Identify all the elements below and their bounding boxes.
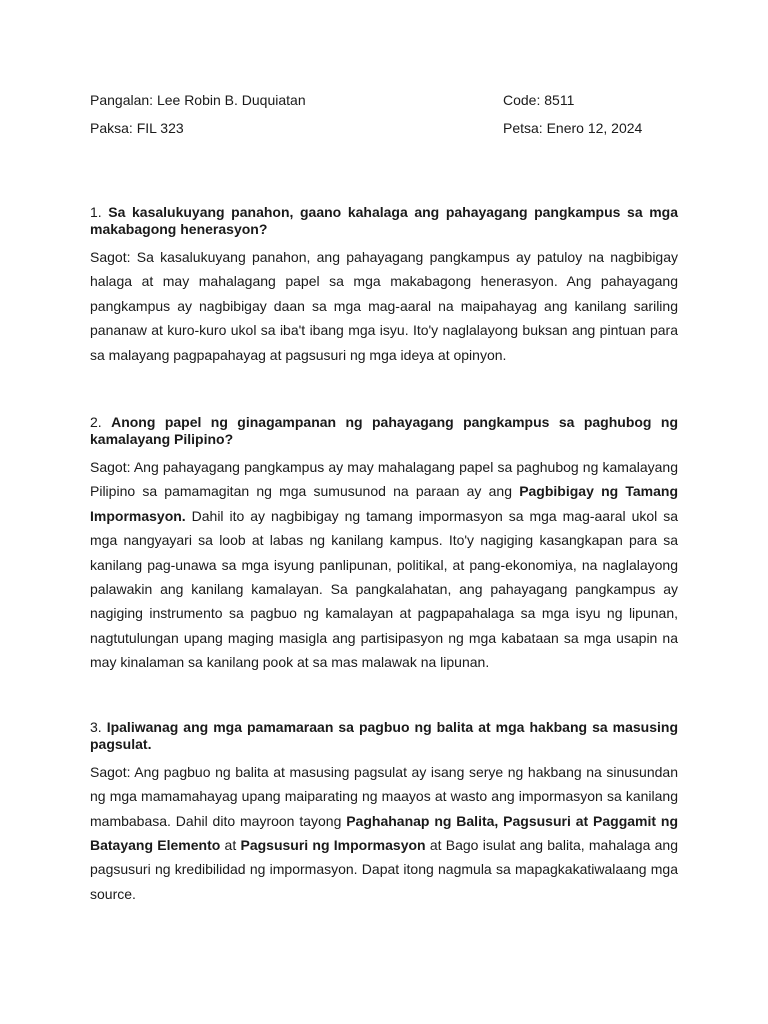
questions-section <box>90 204 678 906</box>
answer-2-part-2: Dahil ito ay nagbibigay ng tamang impormasyon sa mga mag-aaral ukol sa mga nangyayari sa loob at labas ng kanilang kampus. Ito'y nagiging kasangkapan para sa kanilang pag-unawa sa mga isyung panlipunan, politikal, at pang-ekonomiya, na naglalayong palawakin ang kanilang kamalayan. Sa pangkalahatan, ang pahayagang pangkampus ay nagiging instrumento sa pagbuo ng kamalayan at pagpapahalaga sa mga isyu ng lipunan, nagtutulungan upang maging masigla ang partisipasyon ng mga kabataan sa mga usapin na may kinalaman sa kanilang pook at sa mas malawak na lipunan. <box>90 507 678 671</box>
answer-2 <box>90 455 678 675</box>
question-1 <box>90 204 678 367</box>
answer-3-part-3: at Bago isulat ang balita, mahalaga ang pagsusuri ng kredibilidad ng impormasyon. Dapat itong nagmula sa mapagkakatiwalaang mga source. <box>90 836 678 902</box>
answer-3-part-1: Sagot: Ang pagbuo ng balita at masusing pagsulat ay isang serye ng hakbang na sinusundan ng mga mamamahayag upang maiparating ng maayos at wasto ang impormasyon sa kanilang mambabasa. Dahil dito mayroon tayong <box>90 763 678 829</box>
student-name: Pangalan: Lee Robin B. Duquiatan <box>90 92 306 108</box>
question-2-heading <box>90 414 678 448</box>
answer-1: Sagot: Sa kasalukuyang panahon, ang pahayagang pangkampus ay patuloy na nagbibigay halaga at may mahalagang papel sa mga makabagong henerasyon. Ang pahayagang pangkampus ay nagbibigay daan sa mga mag-aaral na maipahayag ang kanilang sariling pananaw at kuro-kuro ukol sa iba't ibang mga isyu. Ito'y naglalayong buksan ang pintuan para sa malayang pagpapahayag at pagsusuri ng mga ideya at opinyon. <box>90 249 678 363</box>
question-2-text: Anong papel ng ginagampanan ng pahayagang pangkampus sa paghubog ng kamalayang Pilipino? <box>90 414 678 448</box>
answer-3 <box>90 760 678 906</box>
code: Code: 8511 <box>503 92 575 108</box>
question-1-number: 1. <box>90 204 109 220</box>
question-1-text: Sa kasalukuyang panahon, gaano kahalaga ang pahayagang pangkampus sa mga makabagong henerasyon? <box>90 204 678 237</box>
question-2-number: 2. <box>90 414 112 431</box>
answer-3-part-2: at <box>220 836 241 853</box>
question-1-heading <box>90 204 678 238</box>
question-3-number: 3. <box>90 718 107 735</box>
question-3 <box>90 719 678 906</box>
date: Petsa: Enero 12, 2024 <box>503 120 643 136</box>
answer-3-bold-1: Paghahanap ng Balita, Pagsusuri at Paggamit ng Batayang Elemento <box>90 812 678 853</box>
answer-2-part-1: Sagot: Ang pahayagang pangkampus ay may mahalagang papel sa paghubog ng kamalayang Pilipino sa pamamagitan ng mga sumusunod na paraan ay ang <box>90 459 678 500</box>
question-3-heading <box>90 719 678 753</box>
question-3-text: Ipaliwanag ang mga pamamaraan sa pagbuo ng balita at mga hakbang sa masusing pagsulat. <box>90 718 679 752</box>
answer-2-bold-1: Pagbibigay ng Tamang Impormasyon. <box>90 483 678 524</box>
subject: Paksa: FIL 323 <box>90 120 184 136</box>
question-2 <box>90 414 678 675</box>
answer-3-bold-2: Pagsusuri ng Impormasyon <box>240 836 426 853</box>
